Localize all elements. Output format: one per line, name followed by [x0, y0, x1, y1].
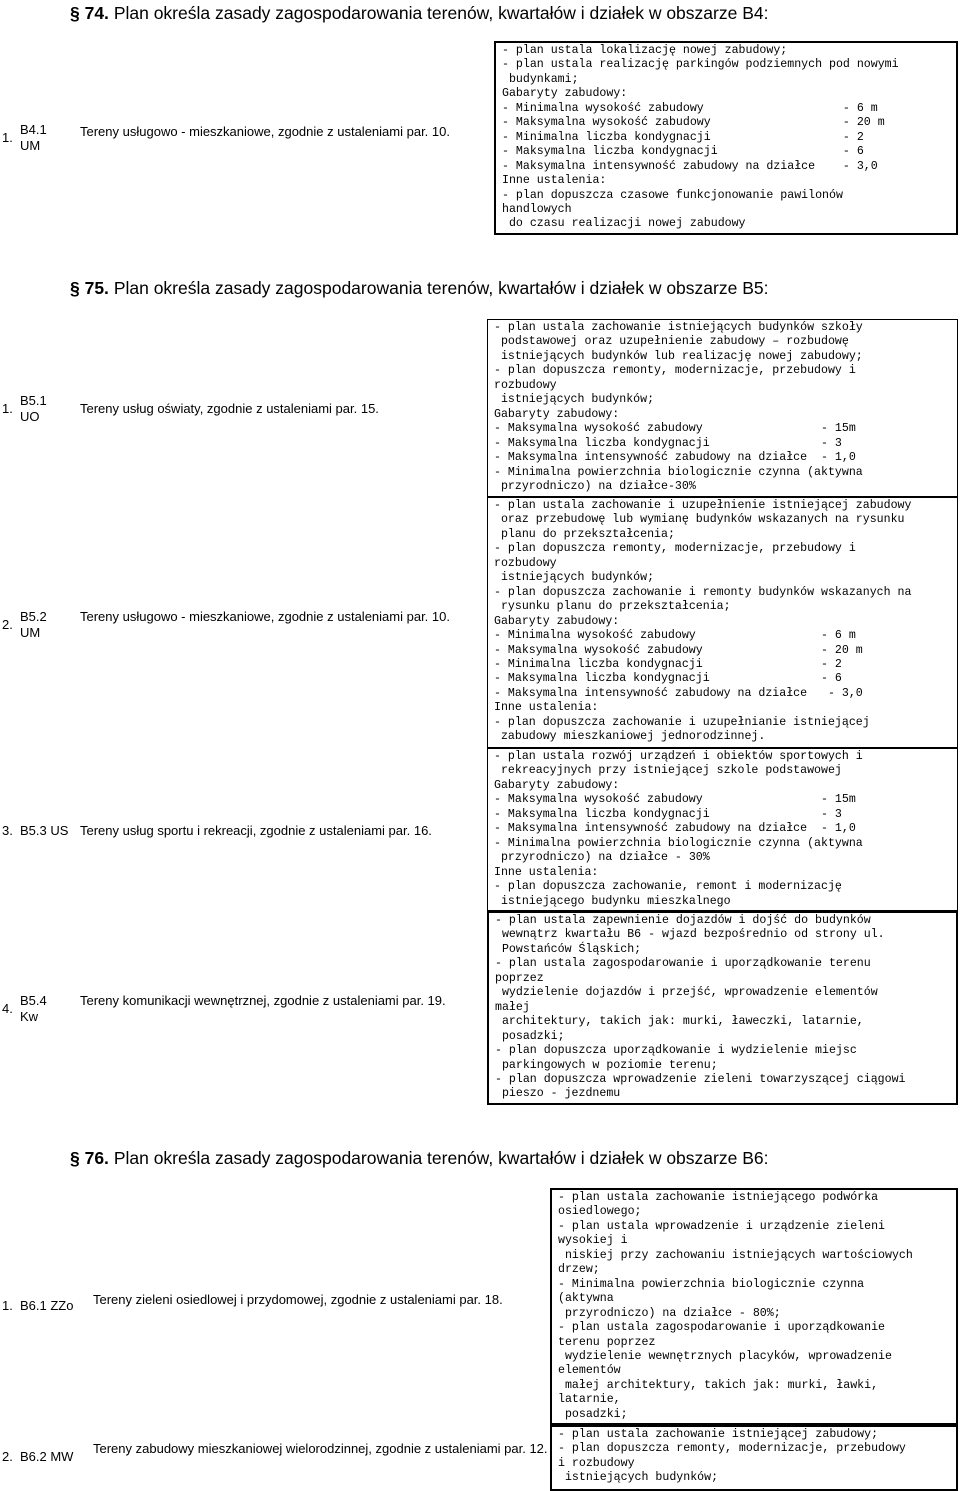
- zone-code: B5.1 UO: [20, 393, 47, 424]
- section-number: § 75.: [70, 278, 109, 298]
- zone-rules: - plan ustala rozwój urządzeń i obiektów sportowych i rekreacyjnych przy istniejącej szkole podstawowej Gabaryty zabudowy: - Maksymalna wysokość zabudowy - 15m - Maksymalna liczba kondygnacji - 3 - Maksymalna intensywność zabudowy na działce - 1,0 - Minimalna powierzchnia biologicznie czynna (aktywna przyrodniczo) na działce - 30% Inne ustalenia: - plan dopuszcza zachowanie, remont i modernizację istniejącego budynku mieszkalnego: [487, 748, 958, 911]
- section-title: Plan określa zasady zagospodarowania terenów, kwartałów i działek w obszarze B4:: [113, 3, 769, 23]
- zone-code: B6.2 MW: [20, 1449, 74, 1464]
- zone-description: Tereny zabudowy mieszkaniowej wielorodzinnej, zgodnie z ustaleniami par. 12.: [93, 1441, 548, 1456]
- zone-code: B5.3 US: [20, 823, 69, 838]
- zone-code: B5.4 Kw: [20, 993, 47, 1024]
- section-title: Plan określa zasady zagospodarowania terenów, kwartałów i działek w obszarze B5:: [113, 278, 769, 298]
- zone-description: Tereny komunikacji wewnętrznej, zgodnie z ustaleniami par. 19.: [80, 993, 446, 1008]
- section-number: § 74.: [70, 3, 109, 23]
- zone-rules: - plan ustala zachowanie i uzupełnienie istniejącej zabudowy oraz przebudowę lub wymianę budynków wskazanych na rysunku planu do przekształcenia; - plan dopuszcza remonty, modernizacje, przebudowy i rozbudowy istniejących budynków; - plan dopuszcza zachowanie i remonty budynków wskazanych na rysunku planu do przekształcenia; Gabaryty zabudowy: - Minimalna wysokość zabudowy - 6 m - Maksymalna wysokość zabudowy - 20 m - Minimalna liczba kondygnacji - 2 - Maksymalna liczba kondygnacji - 6 - Maksymalna intensywność zabudowy na działce - 3,0 Inne ustalenia: - plan dopuszcza zachowanie i uzupełnianie istniejącej zabudowy mieszkaniowej jednorodzinnej.: [487, 497, 958, 748]
- row-index: 3.: [2, 823, 13, 838]
- row-index: 1.: [2, 401, 13, 416]
- row-index: 2.: [2, 1449, 13, 1464]
- zone-rules: - plan ustala zachowanie istniejących budynków szkoły podstawowej oraz uzupełnienie zabudowy – rozbudowę istniejących budynków lub realizację nowej zabudowy; - plan dopuszcza remonty, modernizacje, przebudowy i rozbudowy istniejących budynków; Gabaryty zabudowy: - Maksymalna wysokość zabudowy - 15m - Maksymalna liczba kondygnacji - 3 - Maksymalna intensywność zabudowy na działce - 1,0 - Minimalna powierzchnia biologicznie czynna (aktywna przyrodniczo) na działce-30%: [487, 319, 958, 497]
- zone-rules: - plan ustala zapewnienie dojazdów i dojść do budynków wewnątrz kwartału B6 - wjazd bezpośrednio od strony ul. Powstańców Śląskich; - plan ustala zagospodarowanie i uporządkowanie terenu poprzez wydzielenie dojazdów i przejść, wprowadzenie elementów małej architektury, takich jak: murki, ławeczki, latarnie, posadzki; - plan dopuszcza uporządkowanie i wydzielenie miejsc parkingowych w poziomie terenu; - plan dopuszcza wprowadzenie zieleni towarzyszącej ciągowi pieszo - jezdnemu: [487, 911, 958, 1105]
- zone-rules: - plan ustala zachowanie istniejącego podwórka osiedlowego; - plan ustala wprowadzenie i urządzenie zieleni wysokiej i niskiej przy zachowaniu istniejących wartościowych drzew; - Minimalna powierzchnia biologicznie czynna (aktywna przyrodniczo) na działce - 80%; - plan ustala zagospodarowanie i uporządkowanie terenu poprzez wydzielenie wewnętrznych placyków, wprowadzenie elementów małej architektury, takich jak: murki, ławki, latarnie, posadzki;: [550, 1188, 958, 1425]
- zone-code: B5.2 UM: [20, 609, 47, 640]
- row-index: 4.: [2, 1001, 13, 1016]
- zone-description: Tereny usługowo - mieszkaniowe, zgodnie z ustaleniami par. 10.: [80, 124, 450, 139]
- zone-rules: - plan ustala zachowanie istniejącej zabudowy; - plan dopuszcza remonty, modernizacje, przebudowy i rozbudowy istniejących budynków;: [550, 1425, 958, 1491]
- row-index: 2.: [2, 617, 13, 632]
- zone-description: Tereny usług sportu i rekreacji, zgodnie z ustaleniami par. 16.: [80, 823, 432, 838]
- section-number: § 76.: [70, 1148, 109, 1168]
- zone-description: Tereny usług oświaty, zgodnie z ustaleniami par. 15.: [80, 401, 379, 416]
- section-74-heading: [70, 2, 768, 24]
- zone-rules: - plan ustala lokalizację nowej zabudowy; - plan ustala realizację parkingów podziemnych pod nowymi budynkami; Gabaryty zabudowy: - Minimalna wysokość zabudowy - 6 m - Maksymalna wysokość zabudowy - 20 m - Minimalna liczba kondygnacji - 2 - Maksymalna liczba kondygnacji - 6 - Maksymalna intensywność zabudowy na działce - 3,0 Inne ustalenia: - plan dopuszcza czasowe funkcjonowanie pawilonów handlowych do czasu realizacji nowej zabudowy: [494, 41, 958, 235]
- section-title: Plan określa zasady zagospodarowania terenów, kwartałów i działek w obszarze B6:: [113, 1148, 769, 1168]
- section-76-heading: [70, 1147, 768, 1169]
- section-75-heading: [70, 277, 768, 299]
- zone-code: B4.1 UM: [20, 122, 47, 153]
- row-index: 1.: [2, 130, 13, 145]
- zone-description: Tereny usługowo - mieszkaniowe, zgodnie z ustaleniami par. 10.: [80, 609, 450, 624]
- zone-description: Tereny zieleni osiedlowej i przydomowej, zgodnie z ustaleniami par. 18.: [93, 1292, 503, 1307]
- zone-code: B6.1 ZZo: [20, 1298, 74, 1313]
- row-index: 1.: [2, 1298, 13, 1313]
